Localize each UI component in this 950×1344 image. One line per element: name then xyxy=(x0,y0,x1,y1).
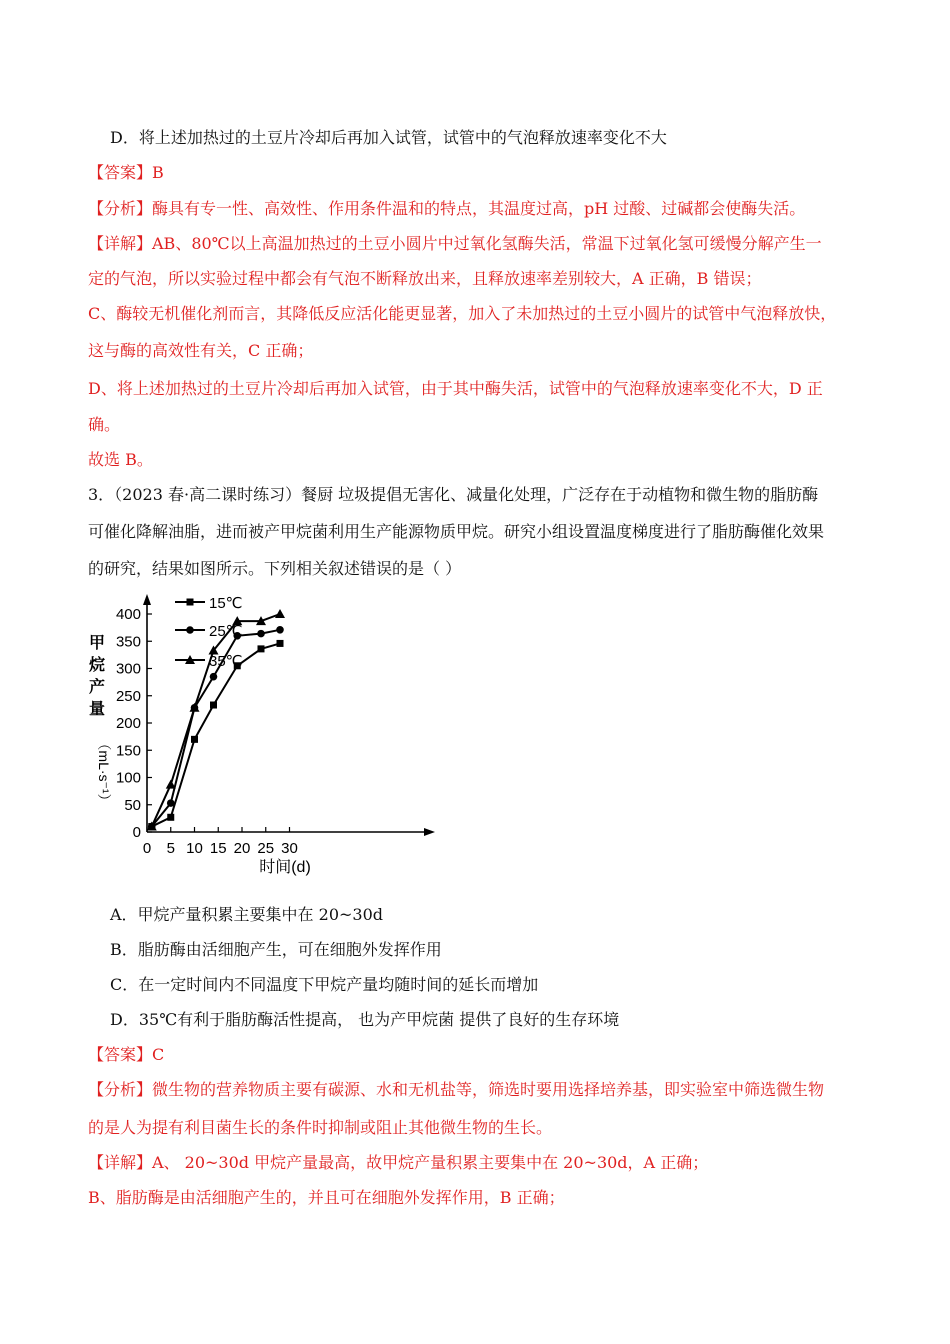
y-axis-title-char: 烷 xyxy=(88,657,106,674)
y-axis-unit: （mL·s⁻¹） xyxy=(96,736,112,808)
y-tick-label: 0 xyxy=(132,824,141,841)
text-line: 这与酶的高效性有关，C 正确； xyxy=(88,341,314,360)
y-tick-label: 50 xyxy=(124,796,141,814)
text-line: D、将上述加热过的土豆片冷却后再加入试管，由于其中酶失活，试管中的气泡释放速率变化不大，D 正 xyxy=(88,379,823,398)
x-tick-label: 25 xyxy=(257,840,275,857)
y-axis-title-char: 甲 xyxy=(88,635,106,652)
y-axis-title-char: 量 xyxy=(88,701,106,718)
x-tick-label: 5 xyxy=(166,840,175,857)
text-line: A．甲烷产量积累主要集中在 20~30d xyxy=(110,905,384,924)
text-line: 故选 B。 xyxy=(88,450,153,469)
data-point-1 xyxy=(167,799,175,807)
x-axis-title: 时间(d) xyxy=(259,859,311,876)
text-line: 【分析】酶具有专一性、高效性、作用条件温和的特点，其温度过高，pH 过酸、过碱都会使酶失活。 xyxy=(88,199,806,218)
text-line: 的研究，结果如图所示。下列相关叙述错误的是（ ） xyxy=(88,559,462,578)
methane-chart xyxy=(85,590,445,880)
text-line: B．脂肪酶由活细胞产生，可在细胞外发挥作用 xyxy=(110,940,442,959)
x-tick-label: 30 xyxy=(281,840,298,857)
data-point-1 xyxy=(210,673,218,681)
data-point-1 xyxy=(257,630,265,638)
legend-label: 35℃ xyxy=(209,653,243,670)
data-point-2 xyxy=(275,609,285,618)
x-tick-label: 15 xyxy=(209,840,227,857)
text-line: 3．（2023 春·高二课时练习）餐厨 垃圾提倡无害化、减量化处理，广泛存在于动植物和微生物的脂肪酶 xyxy=(88,485,819,504)
text-line: 【答案】B xyxy=(88,163,164,182)
x-tick-label: 0 xyxy=(142,840,152,857)
legend-marker-0 xyxy=(187,599,194,606)
text-line: 【答案】C xyxy=(88,1045,165,1064)
y-tick-label: 300 xyxy=(115,660,141,678)
legend-label: 15℃ xyxy=(209,595,243,612)
x-axis-arrow xyxy=(424,828,435,836)
legend-marker-1 xyxy=(186,626,194,634)
y-tick-label: 350 xyxy=(115,633,141,651)
data-point-1 xyxy=(276,626,284,634)
text-line: D．将上述加热过的土豆片冷却后再加入试管，试管中的气泡释放速率变化不大 xyxy=(110,128,667,147)
data-point-2 xyxy=(166,780,176,789)
y-tick-label: 200 xyxy=(115,715,141,732)
x-tick-label: 20 xyxy=(233,840,251,857)
text-line: 【详解】AB、80℃以上高温加热过的土豆小圆片中过氧化氢酶失活，常温下过氧化氢可缓慢分解产生一 xyxy=(88,234,822,253)
text-line: C、酶较无机催化剂而言，其降低反应活化能更显著，加入了未加热过的土豆小圆片的试管中气泡释放快， xyxy=(88,304,837,323)
text-line: 确。 xyxy=(88,415,121,434)
data-point-0 xyxy=(191,736,198,743)
text-line: 定的气泡，所以实验过程中都会有气泡不断释放出来，且释放速率差别较大，A 正确，B 错误； xyxy=(88,269,762,288)
data-point-0 xyxy=(258,645,265,652)
data-point-0 xyxy=(277,640,284,647)
y-tick-label: 400 xyxy=(115,606,141,623)
y-tick-label: 150 xyxy=(115,742,141,760)
text-line: 【详解】A、 20~30d 甲烷产量最高，故甲烷产量积累主要集中在 20~30d，A 正确； xyxy=(88,1153,709,1172)
y-axis-title-char: 产 xyxy=(88,679,106,696)
y-tick-label: 100 xyxy=(115,769,141,787)
text-line: B、脂肪酶是由活细胞产生的，并且可在细胞外发挥作用，B 正确； xyxy=(88,1188,565,1207)
x-tick-label: 10 xyxy=(186,840,203,857)
data-point-0 xyxy=(210,702,217,709)
text-line: 可催化降解油脂，进而被产甲烷菌利用生产能源物质甲烷。研究小组设置温度梯度进行了脂肪酶催化效果 xyxy=(88,522,825,541)
text-line: 【分析】微生物的营养物质主要有碳源、水和无机盐等，筛选时要用选择培养基，即实验室中筛选微生物 xyxy=(88,1080,825,1099)
legend-label: 25℃ xyxy=(209,623,243,640)
text-line: D．35℃有利于脂肪酶活性提高， 也为产甲烷菌 提供了良好的生存环境 xyxy=(110,1010,620,1029)
text-line: 的是人为提有利目菌生长的条件时抑制或阻止其他微生物的生长。 xyxy=(88,1118,553,1137)
y-tick-label: 250 xyxy=(115,687,141,705)
y-axis-arrow xyxy=(143,594,151,605)
data-point-0 xyxy=(167,814,174,821)
text-line: C．在一定时间内不同温度下甲烷产量均随时间的延长而增加 xyxy=(110,975,539,994)
